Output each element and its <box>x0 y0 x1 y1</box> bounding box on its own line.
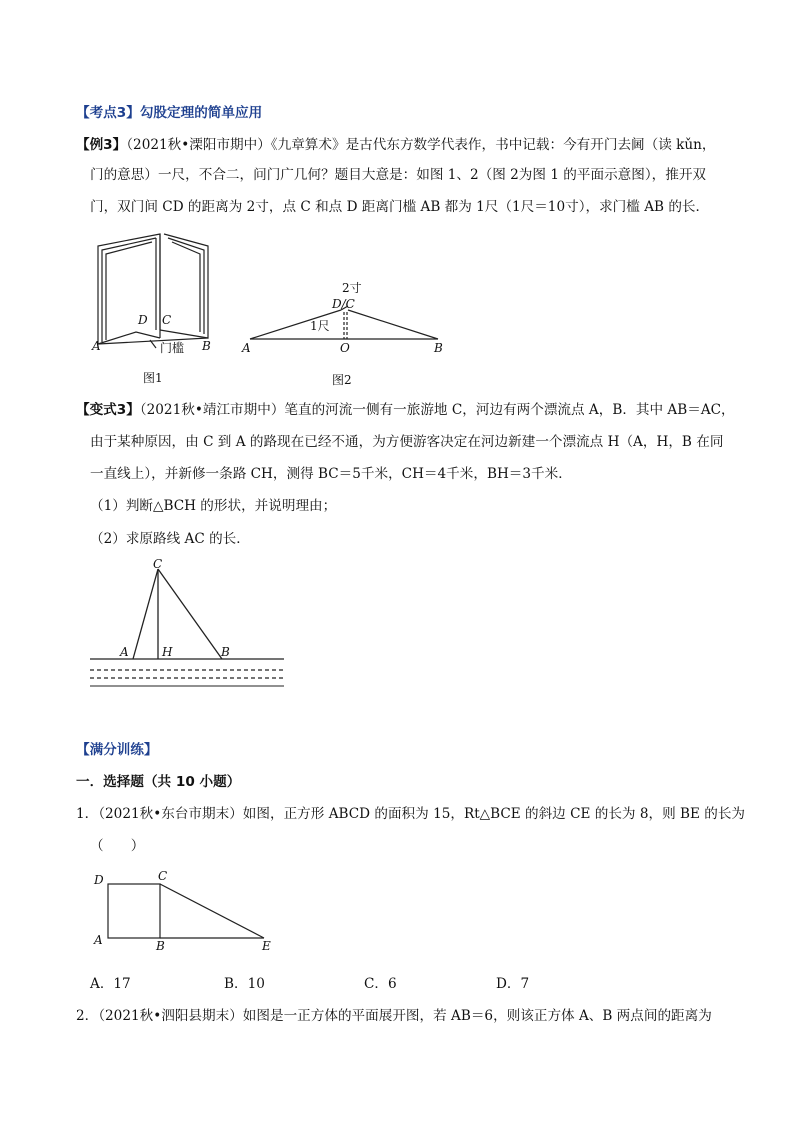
training-heading: 【满分训练】 <box>76 742 158 758</box>
figure-1-door <box>88 226 228 386</box>
example-line-1 <box>76 133 716 153</box>
fig2-label-mid: 1尺 <box>310 319 330 333</box>
variant-line-1 <box>76 398 735 418</box>
section-title: 一．选择题（共 10 小题） <box>76 774 241 790</box>
river-label-a: A <box>120 645 129 659</box>
question-1-text: 1．（2021秋•东台市期末）如图，正方形 ABCD 的面积为 15，Rt△BCE 的斜边 CE 的长为 8，则 BE 的长为 <box>76 806 746 822</box>
figure-square <box>88 866 288 956</box>
fig1-label-a: A <box>92 339 101 353</box>
section-heading: 【考点3】勾股定理的简单应用 <box>76 105 263 121</box>
fig1-caption: 图1 <box>143 371 163 385</box>
sq-label-c: C <box>158 869 168 883</box>
variant-question-2: （2）求原路线 AC 的长． <box>90 531 250 547</box>
river-label-b: B <box>221 645 230 659</box>
example-line-2: 门的意思）一尺，不合二，问门广几何？题目大意是：如图 1、2（图 2为图 1 的平面示意图），推开双 <box>90 167 707 183</box>
fig1-label-b: B <box>202 339 211 353</box>
figure-2-plane <box>236 276 456 388</box>
fig2-label-b: B <box>434 341 443 355</box>
sq-label-e: E <box>262 939 271 953</box>
variant-line-2: 由于某种原因，由 C 到 A 的路现在已经不通，为方便游客决定在河边新建一个漂流点 H（A，H，B 在同 <box>90 434 724 450</box>
fig2-caption: 图2 <box>332 373 352 387</box>
question-2-text: 2．（2021秋•泗阳县期末）如图是一正方体的平面展开图，若 AB＝6，则该正方体 A、B 两点间的距离为 <box>76 1008 712 1024</box>
option-a[interactable]: A．17 <box>90 976 131 992</box>
example-line-3: 门，双门间 CD 的距离为 2寸，点 C 和点 D 距离门槛 AB 都为 1尺（1尺＝10寸），求门槛 AB 的长． <box>90 199 710 215</box>
figure-river <box>88 556 288 688</box>
variant-line-3: 一直线上），并新修一条路 CH，测得 BC＝5千米，CH＝4千米，BH＝3千米． <box>90 466 572 482</box>
fig1-label-c: C <box>162 313 172 327</box>
sq-label-d: D <box>94 873 104 887</box>
sq-label-b: B <box>156 939 165 953</box>
example-text-1: （2021秋•溧阳市期中）《九章算术》是古代东方数学代表作，书中记载：今有开门去阃（读 kǔn， <box>126 137 716 153</box>
fig2-label-top: 2寸 <box>342 281 362 295</box>
fig2-label-o: O <box>340 341 350 355</box>
fig2-label-dc: D/C <box>332 297 355 311</box>
option-c[interactable]: C．6 <box>364 976 397 992</box>
fig1-label-sill: 门槛 <box>160 341 185 355</box>
fig2-label-a: A <box>242 341 251 355</box>
variant-tag: 【变式3】 <box>76 402 140 418</box>
sq-label-a: A <box>94 933 103 947</box>
variant-question-1: （1）判断△BCH 的形状，并说明理由； <box>90 498 337 514</box>
question-1-paren: （ ） <box>90 838 145 854</box>
option-d[interactable]: D．7 <box>496 976 530 992</box>
fig1-label-d: D <box>138 313 148 327</box>
option-b[interactable]: B．10 <box>224 976 265 992</box>
river-label-h: H <box>162 645 173 659</box>
river-label-c: C <box>153 557 163 571</box>
example-tag: 【例3】 <box>76 137 127 153</box>
variant-text-1: （2021秋•靖江市期中）笔直的河流一侧有一旅游地 C，河边有两个漂流点 A，B．其中 AB＝AC， <box>139 402 735 418</box>
